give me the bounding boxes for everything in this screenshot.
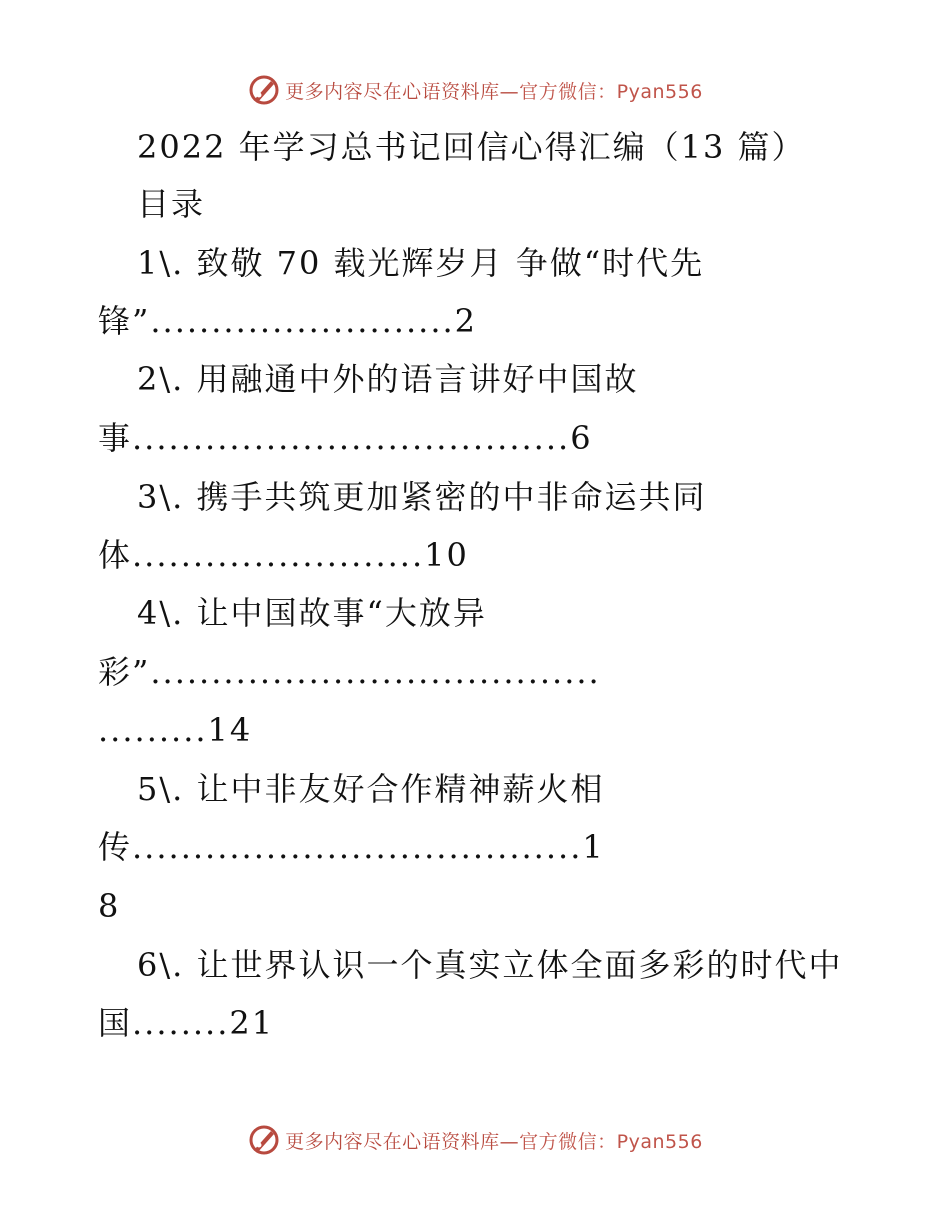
toc-entry-5-line-3: 8	[98, 887, 121, 925]
toc-heading: 目录	[137, 185, 206, 223]
toc-entry-1-line-1: 1\. 致敬 70 载光辉岁月 争做“时代先	[137, 244, 705, 282]
banner-wechat: 官方微信：Pyan556	[519, 1130, 703, 1153]
toc-entry-4-line-2: 彩”.....................................	[98, 653, 601, 691]
pen-logo-icon	[247, 73, 281, 107]
toc-entry-5-line-1: 5\. 让中非友好合作精神薪火相	[137, 770, 605, 808]
toc-entry-6-line-2: 国........21	[98, 1004, 275, 1042]
toc-entry-4-line-1: 4\. 让中国故事“大放异	[137, 594, 487, 632]
banner-text: 更多内容尽在心语资料库—	[285, 80, 520, 103]
pen-logo-icon	[247, 1123, 281, 1157]
banner-wechat: 官方微信：Pyan556	[519, 80, 703, 103]
toc-entry-4-line-3: .........14	[98, 711, 253, 749]
toc-entry-3-line-1: 3\. 携手共筑更加紧密的中非命运共同	[137, 478, 707, 516]
toc-entry-2-line-1: 2\. 用融通中外的语言讲好中国故	[137, 360, 639, 398]
toc-entry-3-line-2: 体........................10	[98, 536, 469, 574]
footer-banner	[0, 1120, 950, 1160]
toc-entry-1-line-2: 锋”.........................2	[98, 302, 478, 340]
header-banner	[0, 70, 950, 110]
document-title: 2022 年学习总书记回信心得汇编（13 篇）	[137, 128, 806, 166]
banner-text: 更多内容尽在心语资料库—	[285, 1130, 520, 1153]
toc-entry-2-line-2: 事....................................6	[98, 419, 593, 457]
toc-entry-5-line-2: 传.....................................1	[98, 828, 605, 866]
toc-entry-6-line-1: 6\. 让世界认识一个真实立体全面多彩的时代中	[137, 946, 843, 984]
